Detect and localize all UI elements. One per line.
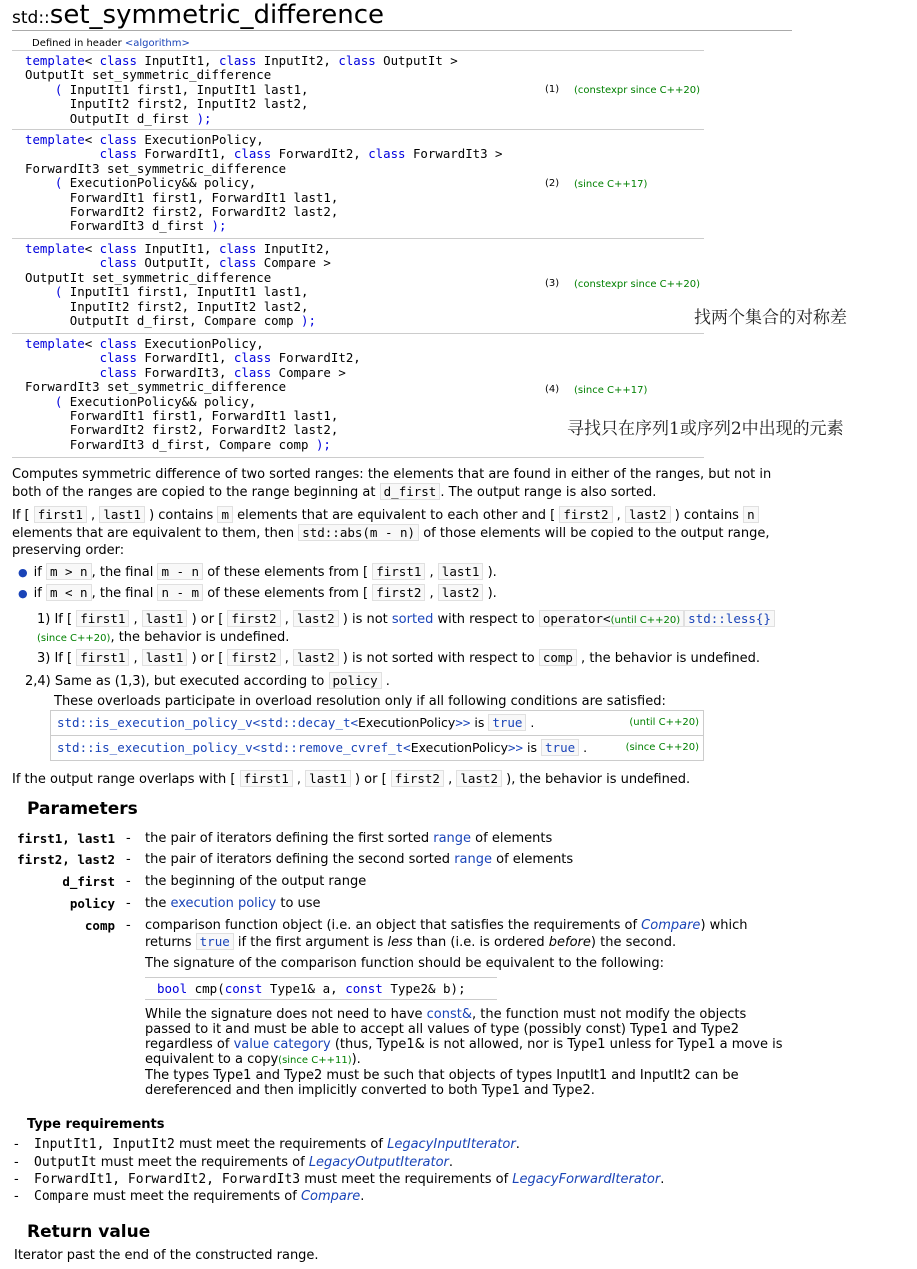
title-name: set_symmetric_difference — [49, 0, 385, 30]
param-desc: the pair of iterators defining the second sorted range of elements — [145, 852, 574, 867]
param-name: first1, last1 — [17, 831, 115, 846]
parameters-heading: Parameters — [27, 799, 138, 819]
header-note: Defined in header <algorithm> — [32, 38, 190, 49]
param-name: first2, last2 — [17, 852, 115, 867]
title-divider — [12, 30, 792, 31]
declaration-table — [12, 50, 704, 458]
header-link[interactable]: <algorithm> — [124, 38, 190, 49]
type-req-item: - InputIt1, InputIt2 must meet the requirements of LegacyInputIterator. — [14, 1137, 520, 1152]
decl-since: (constexpr since C++20) — [574, 279, 701, 290]
description-equivalence: If [ first1 , last1 ) contains m elements that are equivalent to each other and [ first2 , last2 ) contains n elements that are equivalent to them, then std::abs(m - n) of those elements will be copied to the output range, preserving order: — [12, 507, 770, 558]
param-desc-signature: The signature of the comparison function should be equivalent to the following: — [145, 956, 664, 971]
decl-num: (2) — [545, 178, 560, 189]
value-category-link[interactable]: value category — [233, 1037, 331, 1052]
page-title — [12, 0, 384, 30]
sorted-link[interactable]: sorted — [391, 612, 434, 627]
type-req-item: - Compare must meet the requirements of Compare. — [14, 1189, 365, 1204]
type-req-heading: Type requirements — [27, 1117, 165, 1132]
decl-num: (1) — [545, 84, 560, 95]
declaration-1: template< class InputIt1, class InputIt2, class OutputIt > OutputIt set_symmetric_difference ( InputIt1 first1, InputIt1 last1, InputIt2 first2, InputIt2 last2, OutputIt d_first ); (1) (constexpr since C++20) — [12, 50, 704, 129]
return-value-text: Iterator past the end of the constructed range. — [14, 1248, 319, 1263]
condition-box — [50, 710, 704, 761]
decl-num: (4) — [545, 384, 560, 395]
overload-resolution-note: These overloads participate in overload resolution only if all following conditions are satisfied: — [54, 694, 666, 709]
list-item: ● if m > n , the final m - n of these elements from [ first1 , last1 ). — [18, 564, 497, 580]
param-name: policy — [69, 896, 115, 911]
decl-since: (constexpr since C++20) — [574, 85, 701, 96]
param-desc: the pair of iterators defining the first sorted range of elements — [145, 831, 553, 846]
type-req-item: - OutputIt must meet the requirements of LegacyOutputIterator. — [14, 1155, 454, 1170]
param-desc: the beginning of the output range — [145, 874, 367, 889]
annotation-symmetric-difference: 找两个集合的对称差 — [694, 308, 847, 328]
param-name: d_first — [62, 874, 115, 889]
signature-box: bool cmp(const Type1& a, const Type2& b); — [145, 977, 497, 1000]
ub-condition-3: 3) If [ first1 , last1 ) or [ first2 , last2 ) is not sorted with respect to comp , the behavior is undefined. — [37, 650, 761, 666]
condition-row: std::is_execution_policy_v<std::remove_cvref_t<ExecutionPolicy>> is true . (since C++20) — [51, 735, 703, 760]
param-desc-comp: comparison function object (i.e. an object that satisfies the requirements of Compare) which returns true if the first argument is less than (i.e. is ordered before) the second. — [145, 918, 748, 950]
condition-row: std::is_execution_policy_v<std::decay_t<ExecutionPolicy>> is true . (until C++20) — [57, 715, 699, 730]
title-namespace: std:: — [12, 8, 50, 28]
decl-since: (since C++17) — [574, 385, 648, 396]
declaration-3: template< class InputIt1, class InputIt2, class OutputIt, class Compare > OutputIt set_symmetric_difference ( InputIt1 first1, InputIt1 last1, InputIt2 first2, InputIt2 last2, OutputIt d_first, Compare comp ); (3) (constexpr since C++20) — [12, 238, 704, 333]
overlap-note: If the output range overlaps with [ first1 , last1 ) or [ first2 , last2 ), the behavior is undefined. — [12, 771, 691, 787]
return-value-heading: Return value — [27, 1222, 151, 1242]
annotation-only-in-one: 寻找只在序列1或序列2中出现的元素 — [567, 419, 844, 439]
overload-note: 2,4) Same as (1,3), but executed according to policy . — [25, 673, 390, 689]
type-req-item: - ForwardIt1, ForwardIt2, ForwardIt3 must meet the requirements of LegacyForwardIterator. — [14, 1172, 665, 1187]
description-paragraph: Computes symmetric difference of two sorted ranges: the elements that are found in either of the ranges, but not in both of the ranges are copied to the range beginning at d_first . The output range is also sorted. — [12, 467, 772, 500]
decl-since: (since C++17) — [574, 179, 648, 190]
ub-condition-1: 1) If [ first1 , last1 ) or [ first2 , last2 ) is not sorted with respect to operator<(until C++20) std::less{} (since C++20), the behavior is undefined. — [37, 610, 807, 647]
declaration-4: template< class ExecutionPolicy, class ForwardIt1, class ForwardIt2, class ForwardIt3, class Compare > ForwardIt3 set_symmetric_difference ( ExecutionPolicy&& policy, ForwardIt1 first1, ForwardIt1 last1, ForwardIt2 first2, ForwardIt2 last2, ForwardIt3 d_first, Compare comp ); (4) (since C++17) — [12, 333, 704, 457]
param-name: comp — [84, 918, 115, 933]
declaration-2: template< class ExecutionPolicy, class ForwardIt1, class ForwardIt2, class ForwardIt3 > ForwardIt3 set_symmetric_difference ( ExecutionPolicy&& policy, ForwardIt1 first1, ForwardIt1 last1, ForwardIt2 first2, ForwardIt2 last2, ForwardIt3 d_first ); (2) (since C++17) — [12, 129, 704, 238]
param-desc-detail: While the signature does not need to have const&, the function must not modify the objects passed to it and must be able to accept all values of type (possibly const) Type1 and Type2 regardless of value category (thus, Type1& is not allowed, nor is Type1 unless for Type1 a move is equivalent to a copy(since C++11)). The types Type1 and Type2 must be such that objects of types InputIt1 and InputIt2 can be dereferenced and then implicitly converted to both Type1 and Type2. — [145, 1007, 783, 1098]
decl-num: (3) — [545, 278, 560, 289]
declaration-divider — [12, 457, 704, 458]
param-desc: the execution policy to use — [145, 896, 321, 911]
list-item: ● if m < n , the final n - m of these elements from [ first2 , last2 ). — [18, 585, 497, 601]
